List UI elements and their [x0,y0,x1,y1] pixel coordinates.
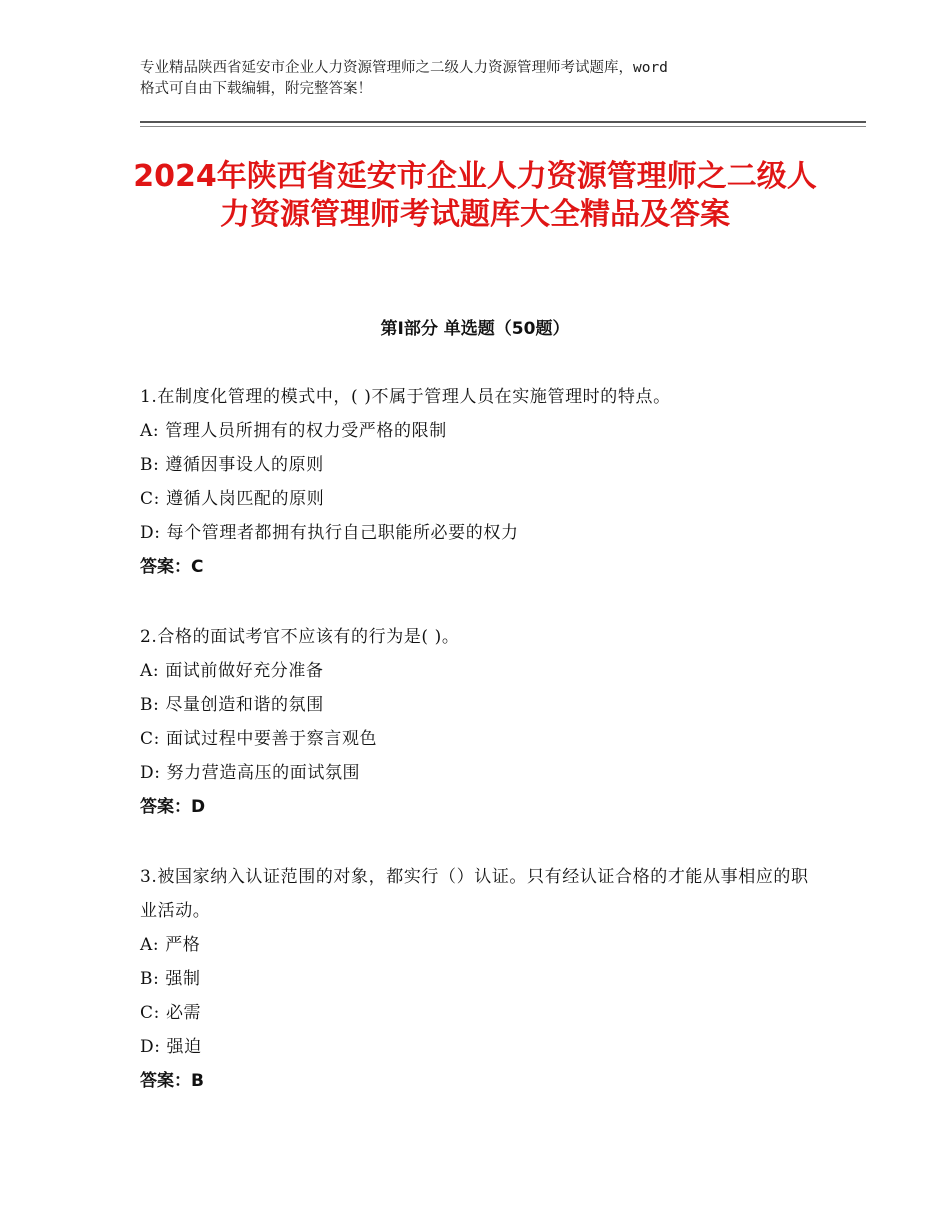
answer-line: 答案：B [140,1071,204,1091]
option-d: D: 强迫 [140,1037,202,1057]
question-list [140,380,820,1134]
question-item [140,380,820,584]
answer-line: 答案：C [140,557,204,577]
answer-line: 答案：D [140,797,206,817]
header-rule-thin [140,126,866,127]
option-b: B: 遵循因事设人的原则 [140,455,324,475]
option-c: C: 遵循人岗匹配的原则 [140,489,325,509]
option-b: B: 尽量创造和谐的氛围 [140,695,324,715]
option-d: D: 努力营造高压的面试氛围 [140,763,361,783]
section-heading: 第Ⅰ部分 单选题（50题） [380,319,570,339]
option-a: A: 管理人员所拥有的权力受严格的限制 [140,421,447,441]
option-a: A: 严格 [140,935,201,955]
document-title: 2024年陕西省延安市企业人力资源管理师之二级人力资源管理师考试题库大全精品及答案 [133,159,817,232]
question-stem: 1.在制度化管理的模式中，( )不属于管理人员在实施管理时的特点。 [140,387,671,407]
question-item [140,860,820,1098]
question-stem: 3.被国家纳入认证范围的对象，都实行（）认证。只有经认证合格的才能从事相应的职业活动。 [140,867,809,921]
option-a: A: 面试前做好充分准备 [140,661,324,681]
header-note: 专业精品陕西省延安市企业人力资源管理师之二级人力资源管理师考试题库，word 格式可自由下载编辑，附完整答案！ [140,60,668,97]
option-c: C: 必需 [140,1003,202,1023]
option-b: B: 强制 [140,969,201,989]
option-c: C: 面试过程中要善于察言观色 [140,729,378,749]
question-item [140,620,820,824]
question-stem: 2.合格的面试考官不应该有的行为是( )。 [140,627,460,647]
header-rule-thick [140,121,866,123]
option-d: D: 每个管理者都拥有执行自己职能所必要的权力 [140,523,519,543]
